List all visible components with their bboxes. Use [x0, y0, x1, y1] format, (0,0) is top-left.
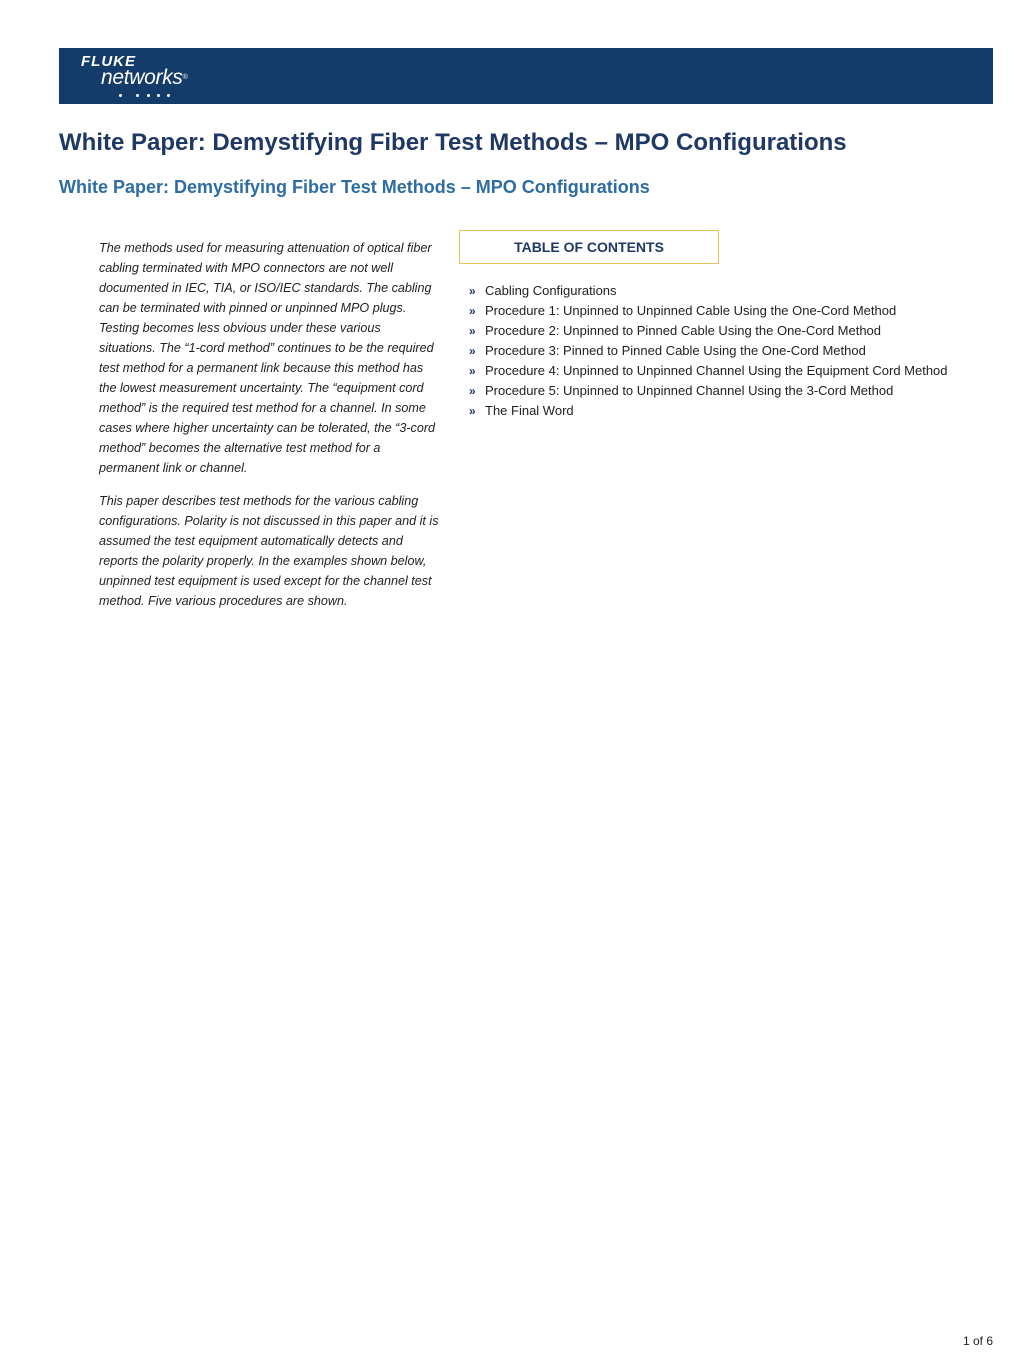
toc-header-box [459, 230, 719, 264]
toc-item-cabling-configurations[interactable] [469, 281, 1009, 301]
logo-registered-mark: ® [182, 74, 188, 81]
fluke-networks-logo[interactable] [81, 54, 188, 88]
intro-paragraph: This paper describes test methods for the various cabling configurations. Polarity is not discussed in this paper and it is assumed the test equipment automatically detects and reports the polarity properly. In the examples shown below, unpinned test equipment is used except for the channel test method. Five various procedures are shown. [99, 494, 439, 608]
bullet-icon: » [469, 344, 476, 358]
logo-dot [157, 94, 160, 97]
toc-item-label: Procedure 5: Unpinned to Unpinned Channel Using the 3-Cord Method [485, 383, 894, 398]
toc-item-procedure-4[interactable] [469, 361, 1009, 381]
toc-list [469, 281, 1009, 421]
bullet-icon: » [469, 304, 476, 318]
toc-item-procedure-2[interactable] [469, 321, 1009, 341]
toc-item-label: Procedure 4: Unpinned to Unpinned Channel Using the Equipment Cord Method [485, 363, 948, 378]
toc-item-procedure-3[interactable] [469, 341, 1009, 361]
bullet-icon: » [469, 324, 476, 338]
page-number: 1 of 6 [962, 1334, 993, 1348]
logo-dot [119, 94, 122, 97]
page-subtitle: White Paper: Demystifying Fiber Test Methods – MPO Configurations [59, 177, 650, 197]
bullet-icon: » [469, 404, 476, 418]
toc-item-procedure-5[interactable] [469, 381, 1009, 401]
bullet-icon: » [469, 384, 476, 398]
toc-item-label: Procedure 1: Unpinned to Unpinned Cable Using the One-Cord Method [485, 303, 897, 318]
toc-item-label: Procedure 2: Unpinned to Pinned Cable Using the One-Cord Method [485, 323, 882, 338]
logo-networks-text [101, 68, 188, 88]
logo-networks-word: networks [101, 66, 183, 89]
toc-item-final-word[interactable] [469, 401, 1009, 421]
toc-item-label: Cabling Configurations [485, 283, 617, 298]
logo-dot [167, 94, 170, 97]
logo-fluke-text: FLUKE [81, 53, 136, 70]
intro-text [99, 238, 439, 624]
bullet-icon: » [469, 284, 476, 298]
header-banner [59, 48, 993, 104]
toc-title: TABLE OF CONTENTS [514, 239, 664, 255]
toc-item-label: Procedure 3: Pinned to Pinned Cable Using the One-Cord Method [485, 343, 866, 358]
toc-item-label: The Final Word [485, 403, 574, 418]
logo-dots-decoration [119, 94, 179, 98]
page-title: White Paper: Demystifying Fiber Test Methods – MPO Configurations [59, 129, 847, 156]
intro-paragraph: The methods used for measuring attenuation of optical fiber cabling terminated with MPO connectors are not well documented in IEC, TIA, or ISO/IEC standards. The cabling can be terminated with pinned or unpinned MPO plugs. Testing becomes less obvious under these various situations. The “1-cord method” continues to be the required test method for a permanent link because this method has the lowest measurement uncertainty. The “equipment cord method” is the required test method for a channel. In some cases where higher uncertainty can be tolerated, the “3-cord method” becomes the alternative test method for a permanent link or channel. [99, 241, 436, 475]
bullet-icon: » [469, 364, 476, 378]
logo-dot [136, 94, 139, 97]
toc-item-procedure-1[interactable] [469, 301, 1009, 321]
logo-dot [147, 94, 150, 97]
